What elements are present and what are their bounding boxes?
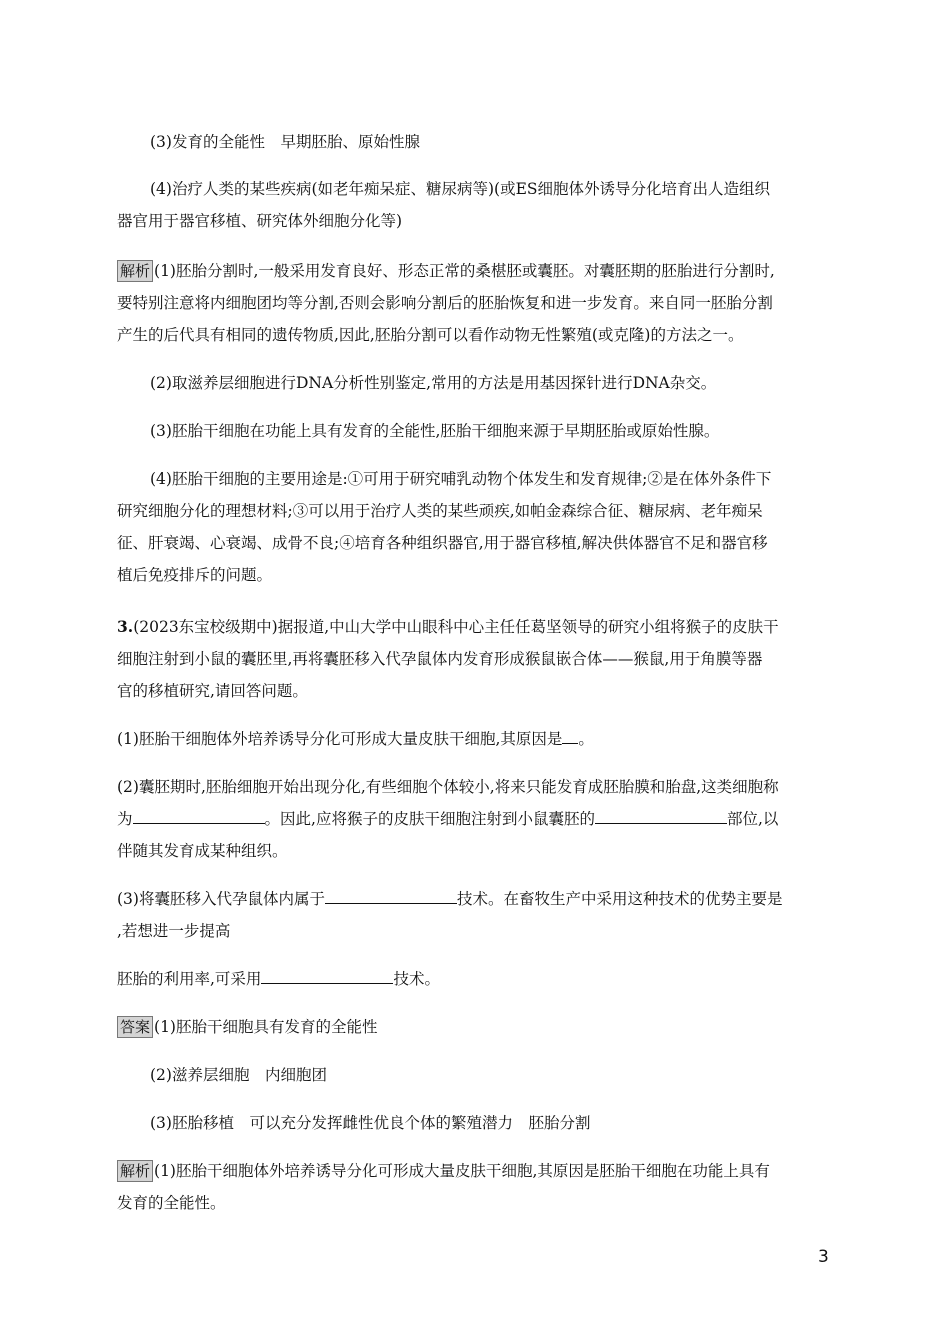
analysis-text: (3)胚胎干细胞在功能上具有发育的全能性,胚胎干细胞来源于早期胚胎或原始性腺。: [150, 422, 720, 440]
question-number: 3.: [117, 617, 134, 636]
sub-question-text: ,若想进一步提高: [117, 922, 231, 940]
sub-question-text: (1)胚胎干细胞体外培养诱导分化可形成大量皮肤干细胞,其原因是: [117, 730, 563, 748]
question-stem: [117, 614, 832, 640]
analysis-text: 征、肝衰竭、心衰竭、成骨不良;④培育各种组织器官,用于器官移植,解决供体器官不足和器官移: [117, 534, 768, 552]
sub-question: [117, 886, 832, 912]
answer-item: (3)发育的全能性 早期胚胎、原始性腺: [150, 133, 420, 151]
analysis-text: (2)取滋养层细胞进行DNA分析性别鉴定,常用的方法是用基因探针进行DNA杂交。: [150, 374, 717, 392]
sub-question-text: (3)将囊胚移入代孕鼠体内属于: [117, 890, 325, 908]
page-number: 3: [818, 1247, 829, 1267]
analysis-text: 研究细胞分化的理想材料;③可以用于治疗人类的某些顽疾,如帕金森综合征、糖尿病、老年痴呆: [117, 502, 763, 520]
analysis-paragraph: [117, 258, 832, 284]
sub-question-text: (2)囊胚期时,胚胎细胞开始出现分化,有些细胞个体较小,将来只能发育成胚胎膜和胎盘,这类细胞称: [117, 778, 779, 796]
answer-blank[interactable]: [133, 807, 265, 824]
analysis-paragraph: [117, 1158, 832, 1184]
sub-question: [117, 966, 832, 992]
sub-question-text: 技术。在畜牧生产中采用这种技术的优势主要是: [456, 890, 783, 908]
analysis-text: (1)胚胎分割时,一般采用发育良好、形态正常的桑椹胚或囊胚。对囊胚期的胚胎进行分割时,: [154, 262, 775, 280]
question-text: 官的移植研究,请回答问题。: [117, 682, 308, 700]
sub-question: [117, 806, 832, 832]
answer-item: (4)治疗人类的某些疾病(如老年痴呆症、糖尿病等)(或ES细胞体外诱导分化培育出人造组织: [150, 180, 771, 198]
answer-text: (2)滋养层细胞 内细胞团: [150, 1066, 327, 1084]
analysis-text: 要特别注意将内细胞团均等分割,否则会影响分割后的胚胎恢复和进一步发育。来自同一胚胎分割: [117, 294, 773, 312]
analysis-text: (1)胚胎干细胞体外培养诱导分化可形成大量皮肤干细胞,其原因是胚胎干细胞在功能上具有: [154, 1162, 770, 1180]
sub-question-text: 。: [578, 730, 594, 748]
sub-question-text: 部位,以: [726, 810, 779, 828]
answer-blank[interactable]: [595, 807, 727, 824]
analysis-text: (4)胚胎干细胞的主要用途是:①可用于研究哺乳动物个体发生和发育规律;②是在体外条件下: [150, 470, 772, 488]
analysis-tag: 解析: [117, 260, 153, 282]
answer-blank[interactable]: [261, 967, 393, 984]
sub-question: [117, 726, 832, 752]
answer-item: 器官用于器官移植、研究体外细胞分化等): [117, 212, 403, 230]
answer-tag: 答案: [117, 1016, 153, 1038]
sub-question-text: 。因此,应将猴子的皮肤干细胞注射到小鼠囊胚的: [264, 810, 595, 828]
answer-text: (3)胚胎移植 可以充分发挥雌性优良个体的繁殖潜力 胚胎分割: [150, 1114, 591, 1132]
question-text: 细胞注射到小鼠的囊胚里,再将囊胚移入代孕鼠体内发育形成猴鼠嵌合体——猴鼠,用于角膜等器: [117, 650, 763, 668]
analysis-text: 产生的后代具有相同的遗传物质,因此,胚胎分割可以看作动物无性繁殖(或克隆)的方法之一。: [117, 326, 744, 344]
analysis-text: 植后免疫排斥的问题。: [117, 566, 273, 584]
sub-question-text: 技术。: [393, 970, 440, 988]
answer-text: (1)胚胎干细胞具有发育的全能性: [154, 1018, 378, 1036]
sub-question-text: 胚胎的利用率,可采用: [117, 970, 262, 988]
answer-paragraph: [117, 1014, 832, 1040]
analysis-tag: 解析: [117, 1160, 153, 1182]
analysis-text: 发育的全能性。: [117, 1194, 226, 1212]
answer-blank[interactable]: [562, 727, 578, 744]
question-text: (2023东宝校级期中)据报道,中山大学中山眼科中心主任任葛坚领导的研究小组将猴子的皮肤干: [133, 618, 779, 636]
answer-blank[interactable]: [325, 887, 457, 904]
sub-question-text: 伴随其发育成某种组织。: [117, 842, 288, 860]
sub-question-text: 为: [117, 810, 133, 828]
